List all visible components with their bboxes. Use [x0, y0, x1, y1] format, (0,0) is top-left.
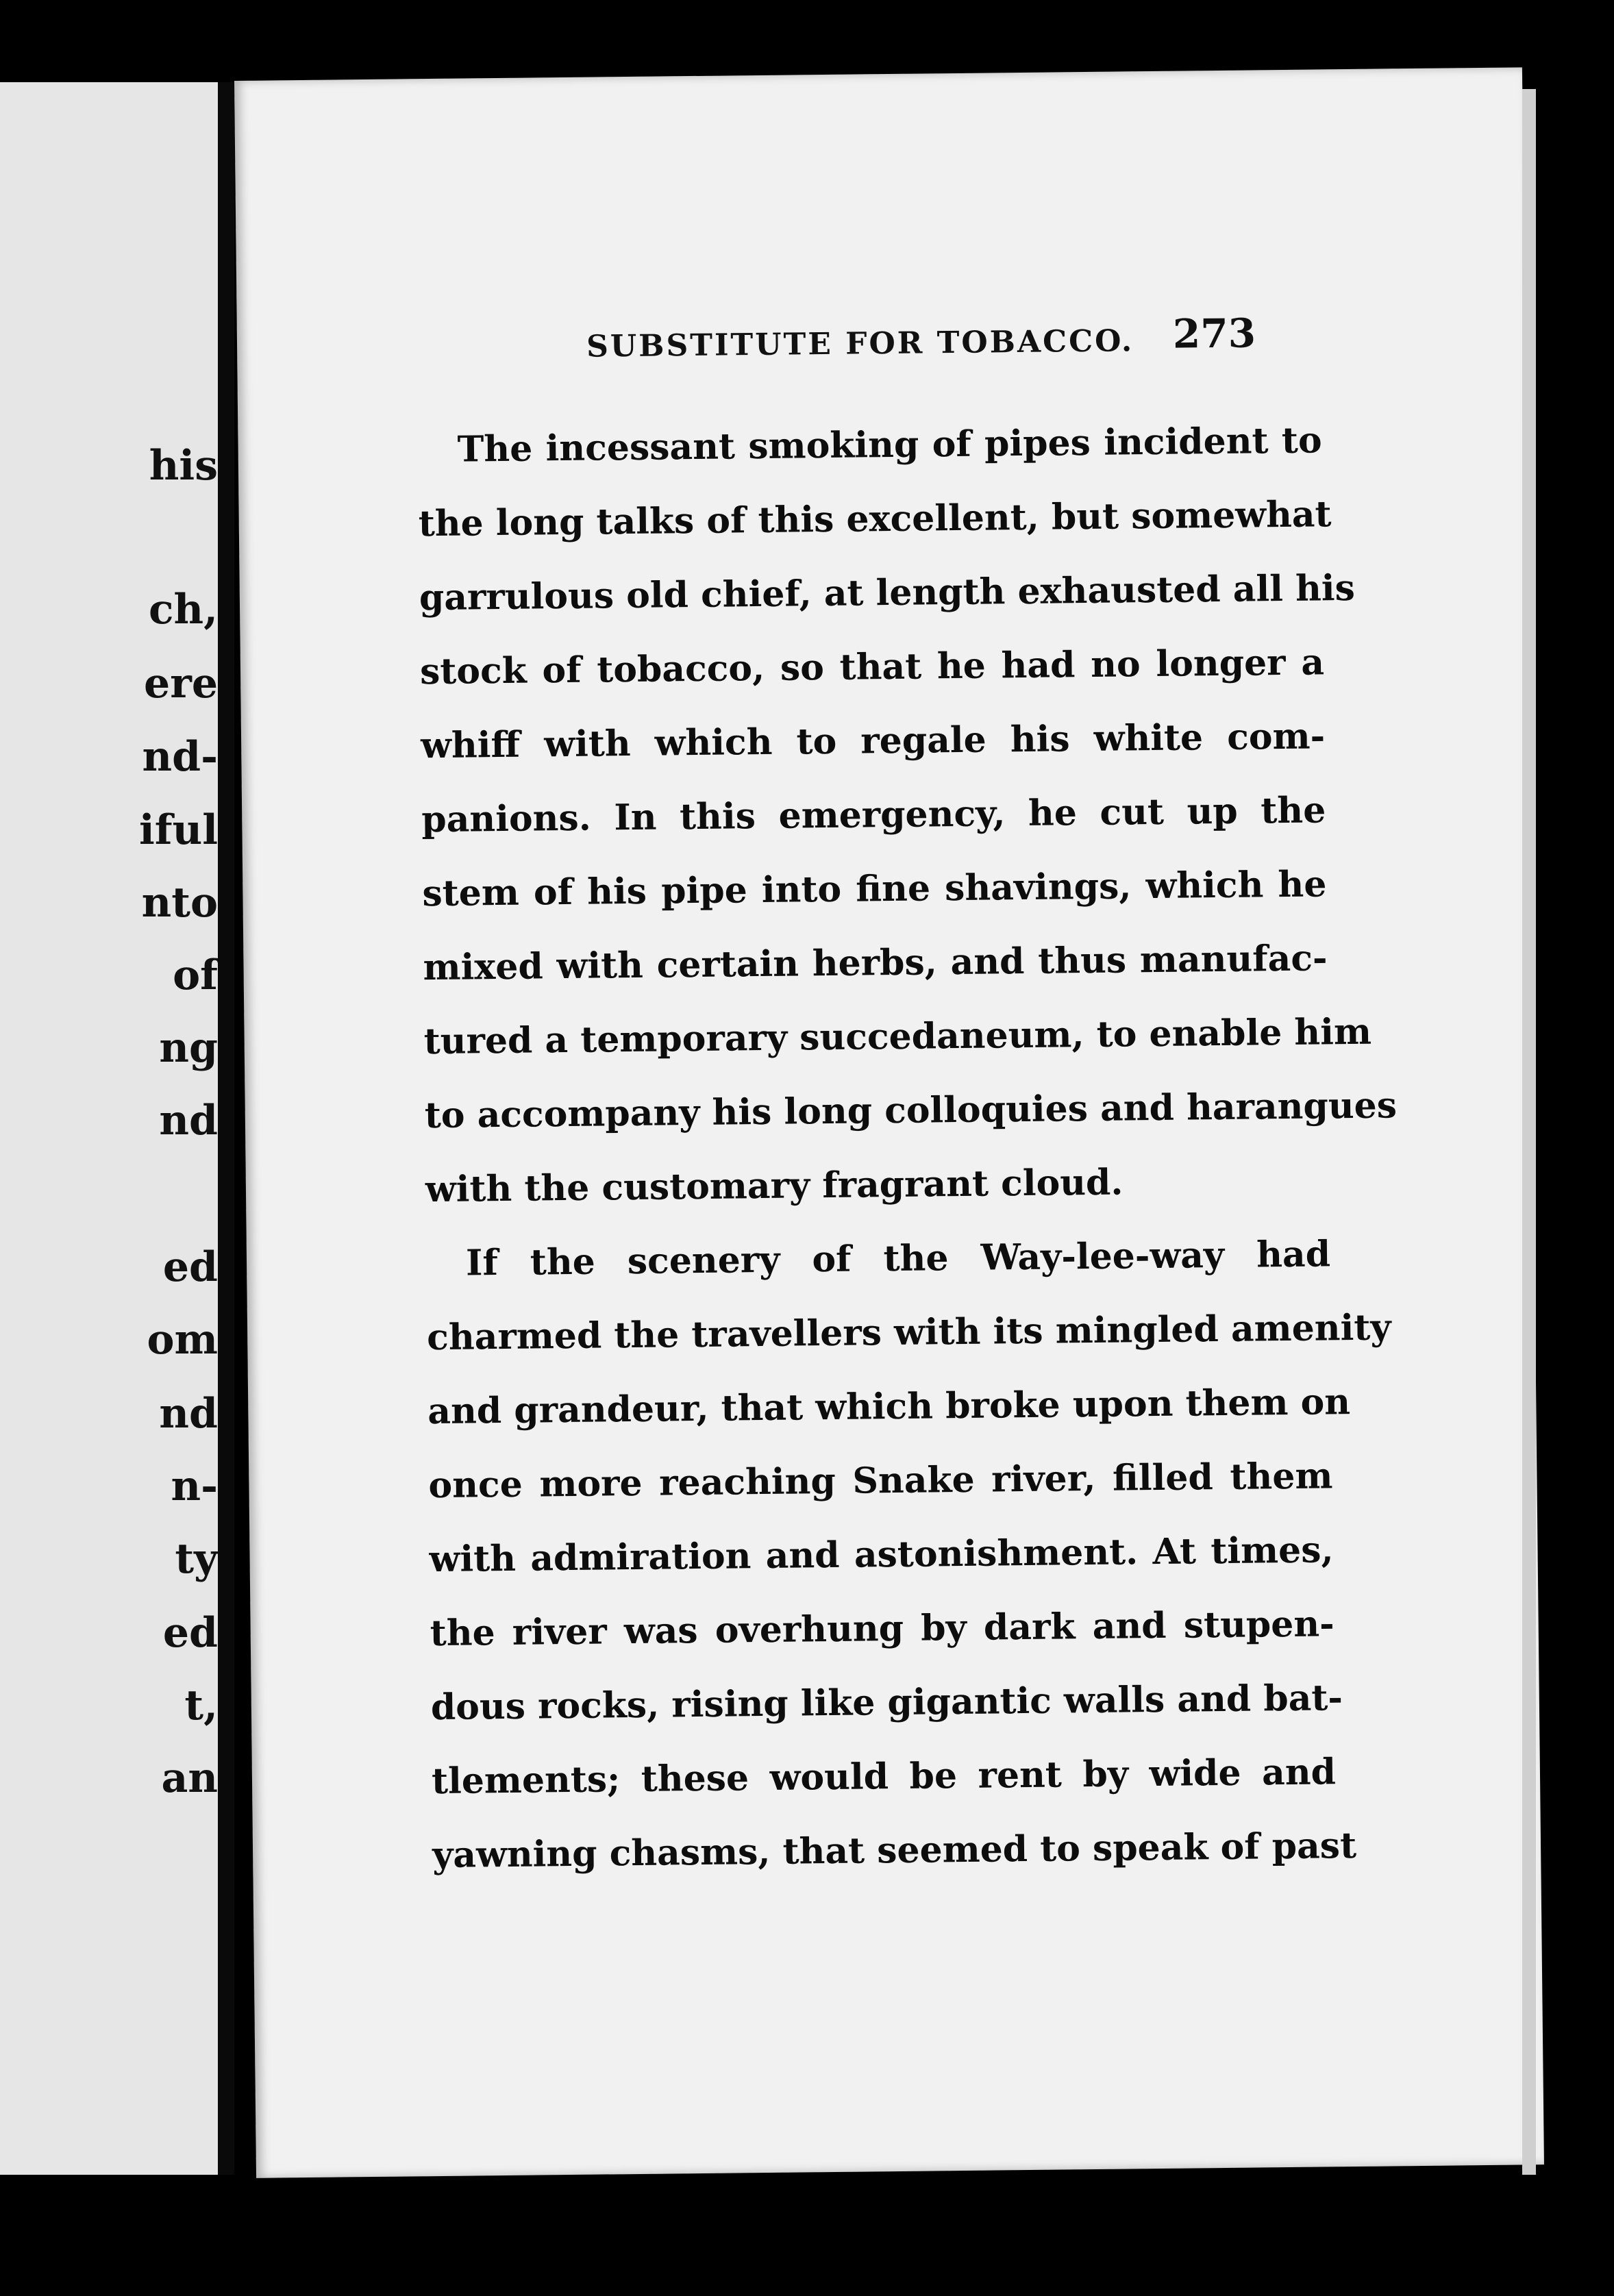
left-page-fragment [0, 82, 218, 2175]
left-line-ending: ch, [148, 586, 218, 634]
left-line-ending: nd [159, 1097, 218, 1145]
left-line-ending: his [149, 442, 218, 490]
left-line-ending: iful [138, 806, 218, 854]
body-text [417, 403, 1398, 1893]
left-line-ending: ed [162, 1243, 218, 1291]
text-line: tlements; these would be rent by wide and [431, 1751, 1337, 1803]
right-page [234, 67, 1544, 2178]
text-line: charmed the travellers with its mingled amenity [426, 1306, 1391, 1359]
left-line-ending: t, [184, 1682, 218, 1730]
paragraph [417, 403, 1398, 1227]
left-line-ending: nd- [142, 733, 218, 781]
text-line: The incessant smoking of pipes incident to [457, 419, 1322, 471]
left-line-ending: n- [171, 1462, 218, 1510]
paragraph [426, 1217, 1391, 1893]
left-line-ending: nto [141, 879, 218, 927]
left-line-ending: nd [159, 1390, 218, 1438]
text-line: to accompany his long colloquies and harangues [424, 1084, 1398, 1137]
text-line: with the customary fragrant cloud. [425, 1161, 1123, 1211]
text-line: mixed with certain herbs, and thus manufac- [423, 937, 1328, 989]
running-head: SUBSTITUTE FOR TOBACCO. [586, 323, 1134, 364]
text-line: yawning chasms, that seemed to speak of past [432, 1824, 1357, 1877]
text-line: and grandeur, that which broke upon them on [427, 1381, 1351, 1433]
left-line-ending: ed [162, 1609, 218, 1657]
left-line-ending: ty [175, 1535, 218, 1583]
book-gutter [218, 82, 234, 2175]
left-line-ending: an [161, 1754, 218, 1802]
left-line-ending: of [173, 951, 218, 999]
text-line: tured a temporary succedaneum, to enable him [423, 1010, 1372, 1063]
text-line: panions. In this emergency, he cut up the [421, 789, 1326, 841]
text-line: with admiration and astonishment. At times, [429, 1529, 1334, 1581]
text-line: once more reaching Snake river, filled them [428, 1455, 1333, 1507]
left-line-ending: ng [159, 1024, 218, 1072]
left-line-ending: om [147, 1316, 218, 1364]
text-line: whiff with which to regale his white com- [420, 715, 1326, 767]
text-line: garrulous old chief, at length exhausted all his [419, 566, 1356, 619]
text-line: the river was overhung by dark and stupen- [430, 1603, 1334, 1655]
left-line-ending: ere [144, 660, 218, 708]
text-line: stock of tobacco, so that he had no longer a [419, 641, 1325, 693]
page-number: 273 [1172, 310, 1256, 358]
text-line: If the scenery of the Way-lee-way had [465, 1233, 1331, 1284]
text-line: the long talks of this excellent, but somewhat [418, 493, 1332, 545]
text-line: dous rocks, rising like gigantic walls and bat- [430, 1677, 1343, 1729]
text-line: stem of his pipe into fine shavings, which he [422, 863, 1327, 915]
page-edge [1522, 89, 1536, 2175]
